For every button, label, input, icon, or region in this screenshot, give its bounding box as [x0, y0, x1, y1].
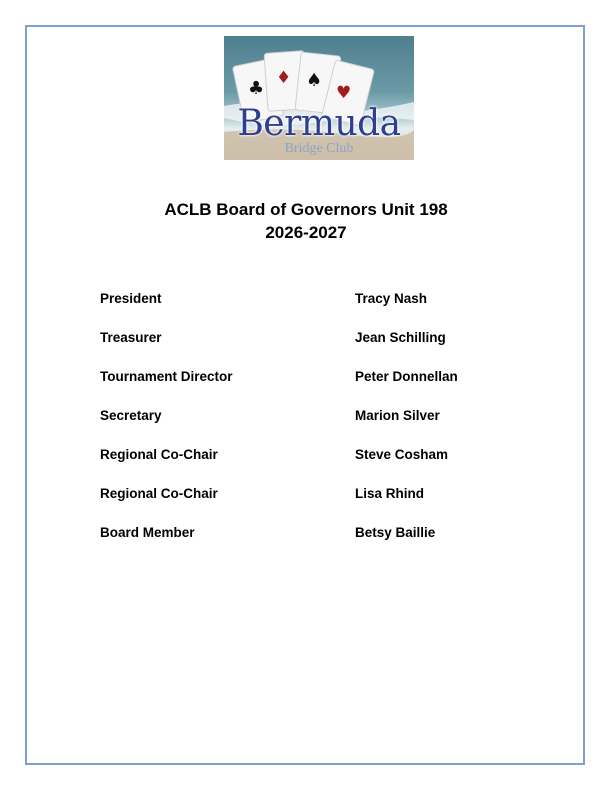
member-name: Peter Donnellan — [355, 369, 458, 384]
spade-suit-icon: ♠ — [306, 70, 323, 91]
member-name: Betsy Baillie — [355, 525, 436, 540]
role-label: Regional Co-Chair — [100, 486, 218, 501]
role-label: Tournament Director — [100, 369, 233, 384]
heart-suit-icon: ♥ — [336, 83, 352, 103]
club-suit-icon: ♣ — [248, 78, 265, 99]
member-name: Lisa Rhind — [355, 486, 425, 501]
member-name: Marion Silver — [355, 408, 440, 423]
role-label: Secretary — [100, 408, 162, 423]
member-name: Jean Schilling — [355, 330, 446, 345]
member-name: Tracy Nash — [355, 291, 428, 306]
bermuda-bridge-club-logo — [224, 36, 414, 160]
term-years: 2026-2027 — [265, 223, 347, 242]
diamond-suit-icon: ♦ — [276, 68, 292, 88]
role-label: Treasurer — [100, 330, 162, 345]
logo-subtitle: Bridge Club — [284, 141, 354, 156]
member-name: Steve Cosham — [355, 447, 449, 462]
document-title: ACLB Board of Governors Unit 198 — [164, 200, 448, 219]
logo-title: Bermuda — [237, 103, 401, 144]
role-label: President — [100, 291, 162, 306]
role-label: Board Member — [100, 525, 195, 540]
role-label: Regional Co-Chair — [100, 447, 218, 462]
